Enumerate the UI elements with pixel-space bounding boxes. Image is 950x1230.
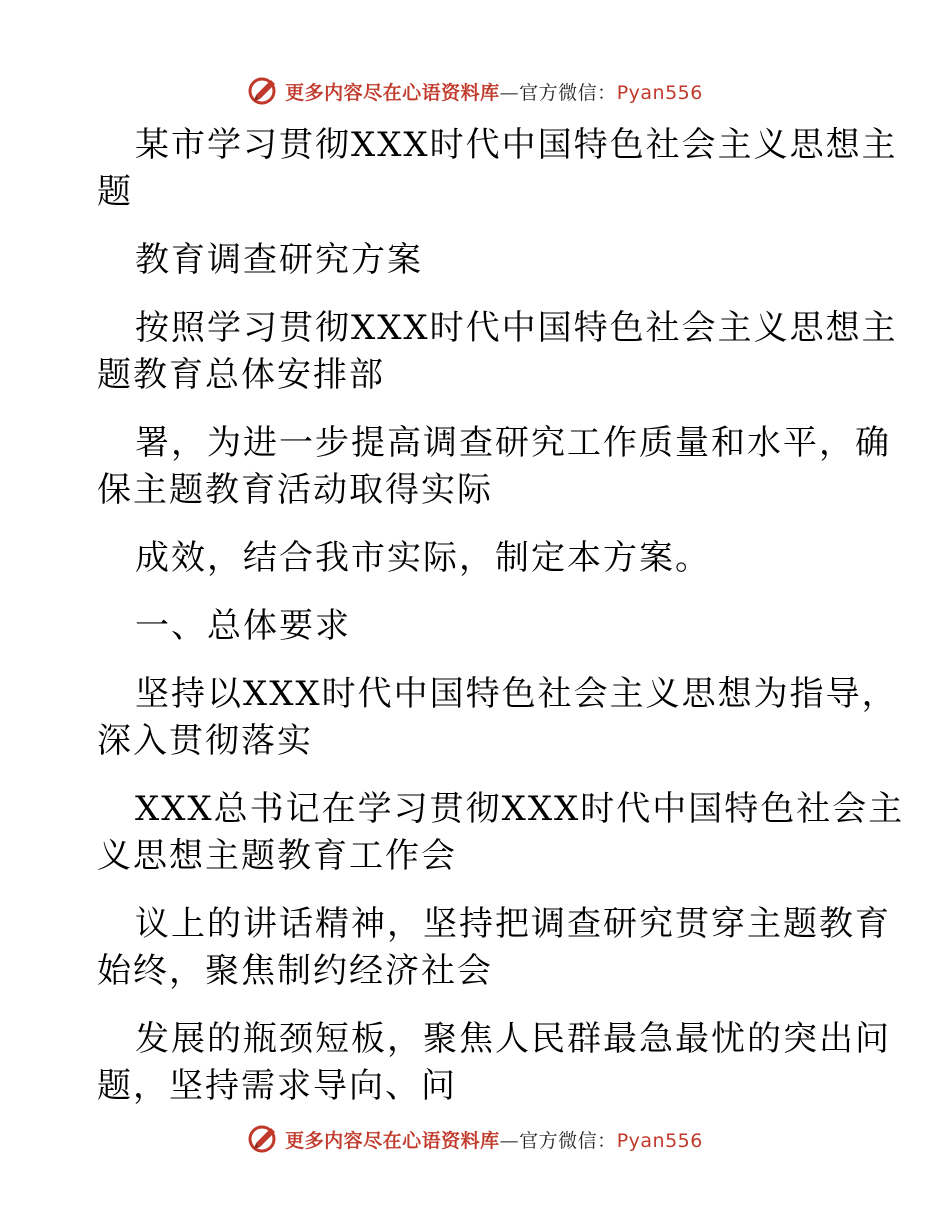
watermark-main: 更多内容尽在心语资料库 — [285, 81, 500, 104]
paragraph-line: 始终，聚焦制约经济社会 — [97, 951, 493, 991]
paragraph-line: 按照学习贯彻XXX时代中国特色社会主义思想主 — [135, 308, 898, 348]
watermark-separator: — — [499, 1129, 520, 1152]
paragraph-line: 题，坚持需求导向、问 — [97, 1066, 457, 1106]
pen-logo-icon — [247, 74, 281, 108]
watermark-label: 官方微信： — [519, 1129, 617, 1152]
title-line-1: 某市学习贯彻XXX时代中国特色社会主义思想主 — [135, 125, 898, 165]
title-line-2: 题 — [97, 172, 133, 212]
paragraph-line: 成效，结合我市实际，制定本方案。 — [135, 538, 711, 578]
paragraph-line: 深入贯彻落实 — [97, 721, 313, 761]
watermark-separator: — — [499, 81, 520, 104]
header-watermark — [0, 71, 950, 111]
paragraph-line: 议上的讲话精神，坚持把调查研究贯穿主题教育 — [135, 904, 891, 944]
pen-logo-icon — [247, 1122, 281, 1156]
section-heading: 一、总体要求 — [135, 606, 351, 646]
paragraph-line: 发展的瓶颈短板，聚焦人民群最急最忧的突出问 — [135, 1019, 891, 1059]
watermark-main: 更多内容尽在心语资料库 — [285, 1129, 500, 1152]
watermark-text — [285, 1126, 703, 1153]
paragraph-line: 保主题教育活动取得实际 — [97, 470, 493, 510]
watermark-wechat-id: Pyan556 — [616, 81, 703, 104]
paragraph-line: 坚持以XXX时代中国特色社会主义思想为指导， — [135, 674, 898, 714]
paragraph-line: 署，为进一步提高调查研究工作质量和水平，确 — [135, 423, 891, 463]
watermark-label: 官方微信： — [519, 81, 617, 104]
watermark-text — [285, 78, 703, 105]
footer-watermark — [0, 1119, 950, 1159]
title-line-3: 教育调查研究方案 — [135, 240, 423, 280]
watermark-wechat-id: Pyan556 — [616, 1129, 703, 1152]
paragraph-line: 题教育总体安排部 — [97, 355, 385, 395]
document-body — [97, 122, 905, 1110]
paragraph-line: XXX总书记在学习贯彻XXX时代中国特色社会主 — [135, 789, 905, 829]
paragraph-line: 义思想主题教育工作会 — [97, 836, 457, 876]
